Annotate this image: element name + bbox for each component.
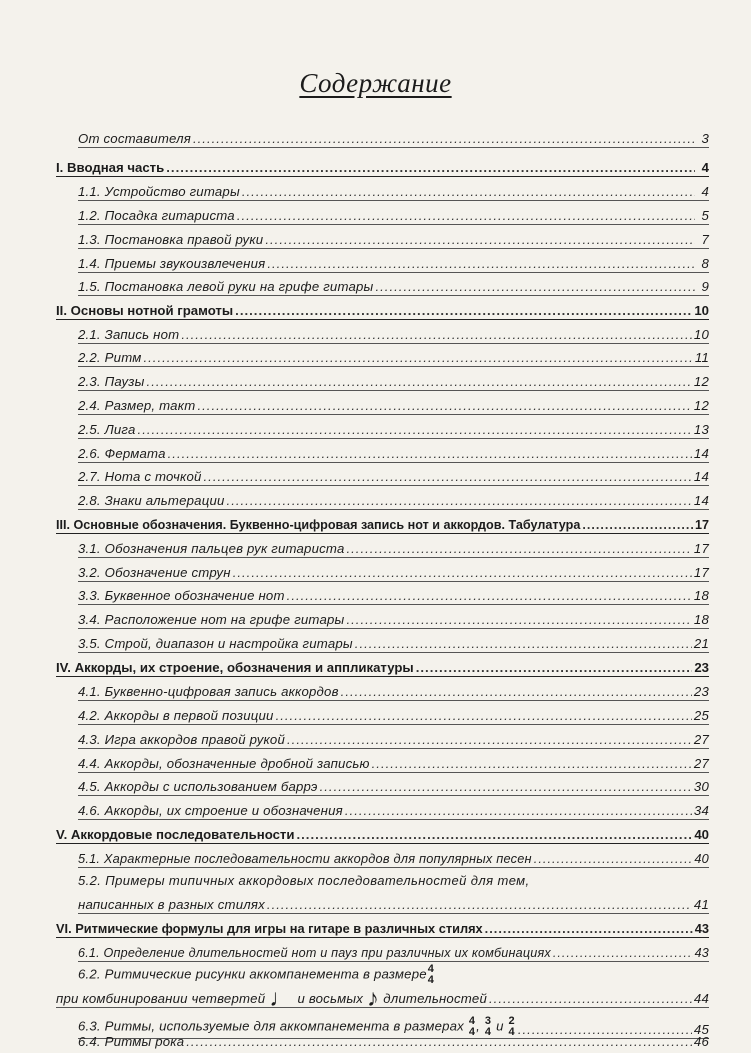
toc-label: От составителя <box>78 131 191 146</box>
toc-label: 2.1. Запись нот <box>78 327 180 342</box>
toc-entry[interactable] <box>78 563 709 582</box>
leader-dots <box>372 756 692 772</box>
toc-label: 5.1. Характерные последовательности аккордов для популярных песен <box>78 851 532 866</box>
toc-entry[interactable] <box>78 467 709 486</box>
toc-label: 6.1. Определение длительностей нот и пауз при различных их комбинациях <box>78 946 551 960</box>
toc-page: 4 <box>701 184 709 199</box>
toc-label: I. Вводная часть <box>56 160 165 175</box>
toc-label: 1.5. Постановка левой руки на грифе гитары <box>78 279 374 294</box>
toc-entry[interactable] <box>78 420 709 439</box>
toc-entry[interactable] <box>78 943 709 962</box>
toc-page: 41 <box>693 897 709 912</box>
toc-label: 2.2. Ритм <box>78 350 142 365</box>
toc-page: 43 <box>694 946 709 960</box>
toc-page: 40 <box>694 827 709 842</box>
toc-label: III. Основные обозначения. Буквенно-цифровая запись нот и аккордов. Табулатура <box>56 518 581 532</box>
leader-dots <box>143 350 692 366</box>
toc-entry[interactable] <box>56 985 709 1012</box>
toc-page: 34 <box>693 803 709 818</box>
toc-page: 25 <box>693 708 709 723</box>
leader-dots <box>341 684 692 700</box>
leader-dots <box>534 851 693 867</box>
toc-entry[interactable] <box>78 801 709 820</box>
leader-dots <box>355 636 692 652</box>
toc-page: 3 <box>701 131 709 146</box>
toc-label: II. Основы нотной грамоты <box>56 303 234 318</box>
time-signature-2-4: 2 4 <box>508 1015 515 1038</box>
toc-entry[interactable] <box>78 230 709 249</box>
toc-label: 6.2. Ритмические рисунки аккомпанемента в размере <box>78 966 427 982</box>
leader-dots <box>296 827 692 843</box>
time-signature-3-4: 3 4 <box>484 1015 492 1038</box>
leader-dots <box>147 374 692 390</box>
toc-page: 9 <box>701 279 709 294</box>
toc-entry[interactable] <box>78 182 709 201</box>
leader-dots <box>416 660 693 676</box>
toc-page: 27 <box>693 756 709 771</box>
leader-dots <box>265 232 695 248</box>
toc-label: 4.3. Игра аккордов правой рукой <box>78 732 285 747</box>
toc-page: 12 <box>693 374 709 389</box>
toc-label: 3.5. Строй, диапазон и настройка гитары <box>78 636 353 651</box>
leader-dots <box>242 184 695 200</box>
toc-page: 10 <box>693 327 709 342</box>
toc-page: 30 <box>693 779 709 794</box>
toc-entry[interactable] <box>78 777 709 796</box>
leader-dots <box>267 897 692 913</box>
leader-dots <box>485 921 693 937</box>
quarter-note-icon: ♩ <box>269 985 294 1012</box>
toc-label: VI. Ритмические формулы для игры на гитаре в различных стилях <box>56 921 483 936</box>
leader-dots <box>181 327 692 343</box>
time-signature-4-4: 4 4 <box>427 963 435 986</box>
toc-label: написанных в разных стилях <box>78 897 265 912</box>
toc-label: 4.1. Буквенно-цифровая запись аккордов <box>78 684 339 699</box>
toc-entry[interactable] <box>78 610 709 629</box>
toc-entry[interactable] <box>78 444 709 463</box>
toc-section-3[interactable] <box>56 515 709 534</box>
toc-label: 4.5. Аккорды с использованием баррэ <box>78 779 318 794</box>
toc-page: 21 <box>693 636 709 651</box>
toc-page: 18 <box>693 612 709 627</box>
toc-page: 23 <box>693 684 709 699</box>
toc-page: 46 <box>693 1034 709 1049</box>
leader-dots <box>375 279 695 295</box>
leader-dots <box>276 708 692 724</box>
toc-label: 2.6. Фермата <box>78 446 166 461</box>
toc-entry[interactable] <box>78 682 709 701</box>
toc-section-1[interactable] <box>56 158 709 177</box>
toc-label: 6.4. Ритмы рока <box>78 1034 185 1049</box>
toc-label: 4.2. Аккорды в первой позиции <box>78 708 274 723</box>
page-title: Содержание <box>299 68 452 98</box>
toc-page: 14 <box>693 469 709 484</box>
toc-label: 1.2. Посадка гитариста <box>78 208 235 223</box>
toc-section-2[interactable] <box>56 301 709 320</box>
leader-dots <box>197 398 691 414</box>
leader-dots <box>320 779 692 795</box>
toc-page: 12 <box>693 398 709 413</box>
toc-page: 17 <box>693 541 709 556</box>
leader-dots <box>267 256 695 272</box>
toc-page: 17 <box>693 565 709 580</box>
toc-page: 11 <box>694 350 709 365</box>
toc-page: 7 <box>701 232 709 247</box>
leader-dots <box>168 446 692 462</box>
toc-entry[interactable] <box>78 706 709 725</box>
leader-dots <box>186 1034 692 1050</box>
leader-dots <box>345 803 692 819</box>
toc-label: 2.5. Лига <box>78 422 136 437</box>
leader-dots <box>287 588 692 604</box>
toc-label: V. Аккордовые последовательности <box>56 827 295 842</box>
toc-entry-preface[interactable] <box>78 129 709 148</box>
leader-dots <box>346 612 691 628</box>
toc-entry-line: 5.2. Примеры типичных аккордовых последовательностей для тем, <box>78 873 530 888</box>
toc-page: 43 <box>694 921 709 936</box>
toc-page: 40 <box>694 851 709 866</box>
leader-dots <box>346 541 691 557</box>
toc-page: 4 <box>701 160 709 175</box>
toc-entry[interactable] <box>78 634 709 653</box>
toc-entry[interactable] <box>78 325 709 344</box>
toc-entry[interactable] <box>78 539 709 558</box>
toc-label: 3.3. Буквенное обозначение нот <box>78 588 285 603</box>
toc-entry[interactable] <box>78 396 709 415</box>
toc-page: 27 <box>693 732 709 747</box>
toc-label: при комбинировании четвертей ♩ и восьмых ♪ длительностей <box>56 985 487 1012</box>
toc-section-4[interactable] <box>56 658 709 677</box>
toc-label: 3.2. Обозначение струн <box>78 565 231 580</box>
toc-page: 18 <box>693 588 709 603</box>
toc-section-6[interactable] <box>56 919 709 938</box>
leader-dots <box>233 565 692 581</box>
toc-label: 6.3. Ритмы, используемые для аккомпанемента в размерах 4 4 , 3 4 и 2 4 <box>78 1015 515 1038</box>
leader-dots <box>235 303 692 319</box>
toc-entry[interactable] <box>78 754 709 773</box>
toc-label: 2.3. Паузы <box>78 374 145 389</box>
leader-dots <box>237 208 695 224</box>
toc-entry[interactable] <box>78 895 709 914</box>
eighth-note-icon: ♪ <box>367 985 380 1012</box>
toc-label: 2.8. Знаки альтерации <box>78 493 225 508</box>
leader-dots <box>287 732 692 748</box>
toc-page: 13 <box>693 422 709 437</box>
toc-label: IV. Аккорды, их строение, обозначения и аппликатуры <box>56 660 414 675</box>
leader-dots <box>166 160 695 176</box>
toc-label: 2.4. Размер, такт <box>78 398 196 413</box>
leader-dots <box>227 493 692 509</box>
toc-label: 3.4. Расположение нот на грифе гитары <box>78 612 345 627</box>
toc-entry[interactable] <box>78 586 709 605</box>
toc-section-5[interactable] <box>56 825 709 844</box>
toc-label: 4.6. Аккорды, их строение и обозначения <box>78 803 343 818</box>
toc-page: 14 <box>693 446 709 461</box>
toc-page: 5 <box>701 208 709 223</box>
toc-entry[interactable] <box>78 372 709 391</box>
toc-entry[interactable] <box>78 206 709 225</box>
toc-page: 45 <box>693 1022 709 1037</box>
leader-dots <box>193 131 695 147</box>
toc-label: 2.7. Нота с точкой <box>78 469 202 484</box>
toc-entry[interactable] <box>78 849 709 868</box>
toc-entry[interactable] <box>78 491 709 510</box>
leader-dots <box>489 991 692 1007</box>
toc-label: 4.4. Аккорды, обозначенные дробной записью <box>78 756 370 771</box>
toc-label: 3.1. Обозначения пальцев рук гитариста <box>78 541 345 556</box>
toc-page: 23 <box>694 660 709 675</box>
toc-page: 8 <box>701 256 709 271</box>
leader-dots <box>553 945 693 961</box>
toc-entry[interactable] <box>78 348 709 367</box>
toc-page: 44 <box>693 991 709 1006</box>
toc-page: 14 <box>693 493 709 508</box>
toc-entry[interactable] <box>78 254 709 273</box>
toc-page: 17 <box>694 518 709 532</box>
toc-entry-line <box>78 964 709 986</box>
leader-dots <box>582 517 693 533</box>
toc-page: 10 <box>694 303 709 318</box>
toc-label: 1.4. Приемы звукоизвлечения <box>78 256 266 271</box>
leader-dots <box>204 469 692 485</box>
toc-entry[interactable] <box>78 1033 709 1050</box>
time-signature-4-4: 4 4 <box>468 1015 476 1038</box>
toc-label: 1.1. Устройство гитары <box>78 184 240 199</box>
toc-entry[interactable] <box>78 277 709 296</box>
leader-dots <box>138 422 692 438</box>
toc-label: 1.3. Постановка правой руки <box>78 232 264 247</box>
toc-entry[interactable] <box>78 730 709 749</box>
